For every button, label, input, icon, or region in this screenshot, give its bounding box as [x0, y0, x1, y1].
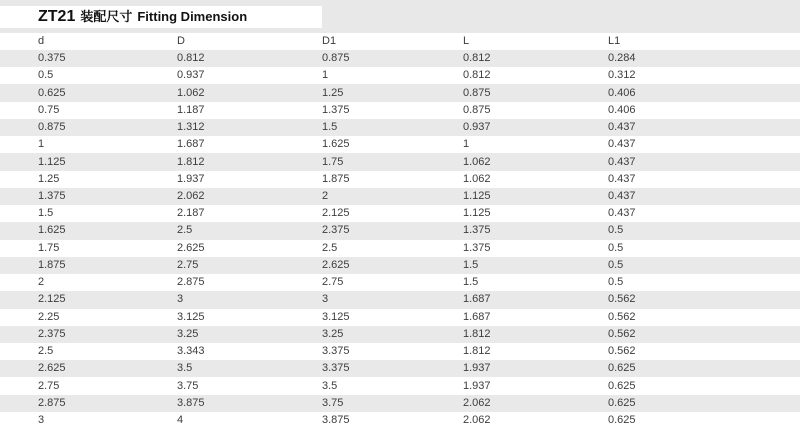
table-cell: 2.375: [322, 225, 350, 237]
table-row: [0, 377, 800, 394]
table-cell: 1.125: [463, 208, 491, 220]
table-row: [0, 343, 800, 360]
table-cell: 2.75: [38, 380, 60, 392]
table-cell: 3.75: [177, 380, 199, 392]
table-cell: 1.25: [322, 87, 344, 99]
table-cell: 1.5: [463, 259, 479, 271]
column-header-l1: L1: [608, 36, 621, 47]
table-cell: 0.437: [608, 208, 636, 220]
model-number: ZT21: [38, 8, 76, 25]
table-cell: 0.312: [608, 70, 636, 82]
table-row: [0, 84, 800, 101]
table-cell: 0.812: [463, 70, 491, 82]
table-cell: 0.375: [38, 53, 66, 65]
table-cell: 0.625: [608, 380, 636, 392]
table-cell: 3.125: [322, 311, 350, 323]
table-cell: 1.937: [177, 173, 205, 185]
table-row: [0, 119, 800, 136]
table-cell: 3.375: [322, 346, 350, 358]
table-cell: 1.812: [177, 156, 205, 168]
table-cell: 0.625: [608, 363, 636, 375]
table-row: [0, 360, 800, 377]
table-cell: 0.875: [463, 87, 491, 99]
table-row: [0, 205, 800, 222]
table-cell: 1.625: [322, 139, 350, 151]
table-cell: 2.875: [38, 397, 66, 409]
table-cell: 0.875: [463, 104, 491, 116]
table-cell: 1.937: [463, 380, 491, 392]
table-cell: 4: [177, 415, 184, 427]
table-cell: 0.562: [608, 346, 636, 358]
title-english: Fitting Dimension: [137, 9, 248, 24]
table-cell: 1.375: [38, 190, 66, 202]
table-cell: 1.062: [463, 156, 491, 168]
table-cell: 0.875: [38, 122, 66, 134]
table-cell: 1.687: [463, 294, 491, 306]
table-header-row: [0, 33, 800, 50]
table-cell: 0.5: [608, 225, 624, 237]
table-row: [0, 136, 800, 153]
table-cell: 0.284: [608, 53, 636, 65]
table-cell: 0.562: [608, 328, 636, 340]
table-cell: 2.5: [322, 242, 338, 254]
table-cell: 1.75: [38, 242, 60, 254]
table-cell: 1.625: [38, 225, 66, 237]
table-row: [0, 291, 800, 308]
table-cell: 0.406: [608, 104, 636, 116]
column-header-d: d: [38, 36, 45, 47]
table-cell: 0.406: [608, 87, 636, 99]
table-cell: 2.375: [38, 328, 66, 340]
table-cell: 3.875: [177, 397, 205, 409]
table-cell: 2.25: [38, 311, 60, 323]
table-cell: 2.5: [38, 346, 54, 358]
table-cell: 0.562: [608, 294, 636, 306]
table-cell: 0.75: [38, 104, 60, 116]
table-cell: 2.125: [322, 208, 350, 220]
table-cell: 2.125: [38, 294, 66, 306]
table-cell: 2.062: [177, 190, 205, 202]
table-cell: 1.875: [38, 259, 66, 271]
table-cell: 0.437: [608, 122, 636, 134]
page-title: [38, 9, 247, 25]
table-cell: 3.5: [177, 363, 193, 375]
column-header-l: L: [463, 36, 470, 47]
table-row: [0, 240, 800, 257]
table-cell: 2.062: [463, 397, 491, 409]
title-box: [0, 6, 322, 28]
table-body: [0, 50, 800, 429]
table-row: [0, 257, 800, 274]
table-cell: 0.625: [38, 87, 66, 99]
table-cell: 3.125: [177, 311, 205, 323]
table-cell: 1.687: [177, 139, 205, 151]
title-band: [0, 0, 800, 33]
table-cell: 0.5: [608, 242, 624, 254]
table-cell: 0.562: [608, 311, 636, 323]
table-cell: 2.625: [322, 259, 350, 271]
table-cell: 1.25: [38, 173, 60, 185]
table-cell: 0.437: [608, 156, 636, 168]
table-cell: 1: [463, 139, 470, 151]
table-cell: 2.187: [177, 208, 205, 220]
table-cell: 0.437: [608, 190, 636, 202]
table-cell: 2.625: [38, 363, 66, 375]
table-cell: 3.343: [177, 346, 205, 358]
table-cell: 2: [38, 277, 45, 289]
table-cell: 1.875: [322, 173, 350, 185]
table-cell: 1.375: [322, 104, 350, 116]
table-cell: 1: [38, 139, 45, 151]
table-cell: 1.937: [463, 363, 491, 375]
table-cell: 2.5: [177, 225, 193, 237]
table-cell: 1.687: [463, 311, 491, 323]
table-cell: 3: [322, 294, 329, 306]
table-cell: 0.5: [608, 259, 624, 271]
table-row: [0, 50, 800, 67]
fitting-dimension-table: [0, 33, 800, 429]
table-cell: 1.75: [322, 156, 344, 168]
table-cell: 1.812: [463, 346, 491, 358]
table-cell: 1.187: [177, 104, 205, 116]
table-cell: 0.812: [177, 53, 205, 65]
table-row: [0, 188, 800, 205]
table-row: [0, 171, 800, 188]
column-header-d: D: [177, 36, 185, 47]
table-cell: 1.5: [463, 277, 479, 289]
table-cell: 1.125: [38, 156, 66, 168]
table-cell: 0.437: [608, 173, 636, 185]
table-cell: 0.937: [177, 70, 205, 82]
table-cell: 1.062: [463, 173, 491, 185]
table-row: [0, 153, 800, 170]
table-cell: 2.062: [463, 415, 491, 427]
table-row: [0, 412, 800, 429]
table-cell: 1.125: [463, 190, 491, 202]
table-cell: 2.625: [177, 242, 205, 254]
table-cell: 1.5: [322, 122, 338, 134]
table-cell: 1: [322, 70, 329, 82]
table-cell: 0.875: [322, 53, 350, 65]
table-row: [0, 67, 800, 84]
column-header-d1: D1: [322, 36, 337, 47]
table-cell: 2: [322, 190, 329, 202]
table-cell: 0.437: [608, 139, 636, 151]
table-cell: 1.375: [463, 225, 491, 237]
table-row: [0, 102, 800, 119]
table-cell: 1.812: [463, 328, 491, 340]
table-cell: 2.75: [322, 277, 344, 289]
table-cell: 3.375: [322, 363, 350, 375]
table-cell: 1.375: [463, 242, 491, 254]
table-cell: 0.5: [38, 70, 54, 82]
table-cell: 0.5: [608, 277, 624, 289]
table-row: [0, 274, 800, 291]
table-cell: 3: [38, 415, 45, 427]
table-row: [0, 309, 800, 326]
table-cell: 3.25: [177, 328, 199, 340]
title-chinese: 装配尺寸: [80, 9, 133, 24]
table-cell: 3.75: [322, 397, 344, 409]
table-cell: 3.5: [322, 380, 338, 392]
table-cell: 1.062: [177, 87, 205, 99]
table-cell: 1.312: [177, 122, 205, 134]
table-cell: 0.625: [608, 415, 636, 427]
table-cell: 3.875: [322, 415, 350, 427]
table-cell: 0.937: [463, 122, 491, 134]
table-row: [0, 326, 800, 343]
table-cell: 2.75: [177, 259, 199, 271]
table-cell: 0.812: [463, 53, 491, 65]
table-row: [0, 222, 800, 239]
table-cell: 1.5: [38, 208, 54, 220]
table-cell: 3: [177, 294, 184, 306]
table-row: [0, 395, 800, 412]
table-cell: 2.875: [177, 277, 205, 289]
table-cell: 0.625: [608, 397, 636, 409]
table-cell: 3.25: [322, 328, 344, 340]
